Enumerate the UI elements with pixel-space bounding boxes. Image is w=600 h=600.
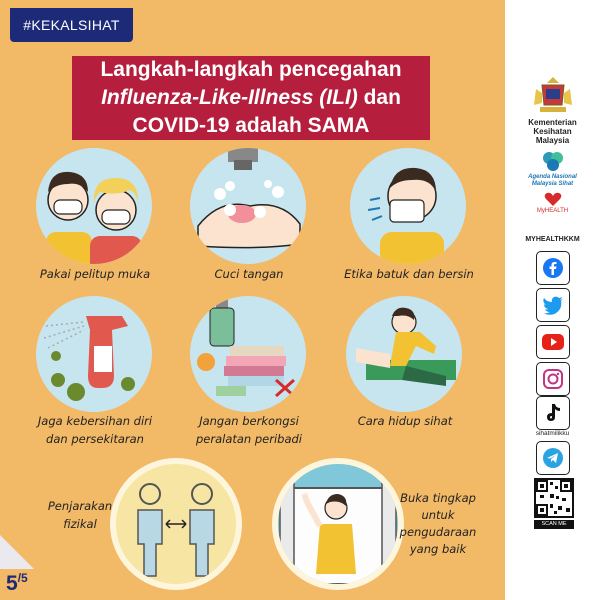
tip-label-distancing-2: fizikal [63,517,97,531]
tip-label-ventilation-3: pengudaraan [399,525,477,539]
agenda-line-2: Malaysia Sihat [531,181,574,187]
facebook-link[interactable] [536,251,570,285]
page-fold-corner [0,535,34,569]
tip-label-cough: Etika batuk dan bersin [344,267,474,281]
tip-label-ventilation-4: yang baik [409,542,467,556]
sidebar [505,0,600,600]
ministry-name [505,118,600,145]
twitter-icon [542,295,564,315]
healthy-lifestyle-illustration [346,296,462,412]
myhealth-logo-icon [543,192,563,208]
scan-me-label: SCAN ME [534,520,574,529]
instagram-icon [542,368,564,390]
physical-distancing-illustration [110,458,242,590]
qr-code-icon [536,480,572,516]
title-line-2-rest: dan [357,86,401,109]
telegram-icon [542,447,564,469]
tip-label-mask: Pakai pelitup muka [39,267,151,281]
title-ili-term: Influenza-Like-Illness (ILI) [101,86,358,109]
youtube-icon [541,333,565,351]
tip-label-ventilation-2: untuk [421,508,455,522]
tip-label-distancing-1: Penjarakan [47,499,113,513]
cough-etiquette-illustration [350,148,466,264]
instagram-link[interactable] [536,362,570,396]
ministry-line-3: Malaysia [535,136,570,145]
tiktok-handle: sihatmilikku [535,430,570,437]
tip-label-ventilation-1: Buka tingkap [400,491,476,505]
agenda-logo-icon [541,150,565,172]
agenda-name [505,174,600,188]
myhealth-name: MyHEALTH [536,208,569,214]
title-line-2 [72,84,430,112]
tip-label-ventilation [395,490,481,558]
ventilation-illustration [272,458,404,590]
ministry-crest-icon [532,75,574,115]
page-indicator [6,572,28,596]
tip-label-hygiene-2: dan persekitaran [46,432,144,446]
ministry-line-2: Kesihatan [533,127,572,136]
tiktok-link[interactable] [536,396,570,430]
tip-label-distancing [40,497,120,533]
facebook-icon [542,257,564,279]
twitter-link[interactable] [536,288,570,322]
tip-label-no-sharing-1: Jangan berkongsi [199,414,299,428]
disinfect-illustration [36,296,152,412]
tiktok-icon [543,402,563,424]
tip-label-no-sharing-2: peralatan peribadi [195,432,303,446]
agenda-line-1: Agenda Nasional [528,174,577,180]
telegram-link[interactable] [536,441,570,475]
hashtag-badge: #KEKALSIHAT [10,8,133,42]
tip-label-hygiene [20,412,170,448]
tip-label-lifestyle: Cara hidup sihat [357,414,453,428]
social-handle: MYHEALTHKKM [525,236,580,243]
youtube-link[interactable] [536,325,570,359]
hand-washing-illustration [190,148,306,264]
face-mask-illustration [36,148,152,264]
qr-code[interactable] [534,478,574,518]
tip-label-handwash: Cuci tangan [214,267,284,281]
tip-label-hygiene-1: Jaga kebersihan diri [37,414,153,428]
title-line-1: Langkah-langkah pencegahan [72,56,430,84]
ministry-line-1: Kementerian [528,118,577,127]
personal-items-illustration [190,296,306,412]
tip-label-no-sharing [174,412,324,448]
page-current: 5 [6,572,18,595]
page-total: /5 [17,571,28,585]
title-line-3: COVID-19 adalah SAMA [72,112,430,140]
